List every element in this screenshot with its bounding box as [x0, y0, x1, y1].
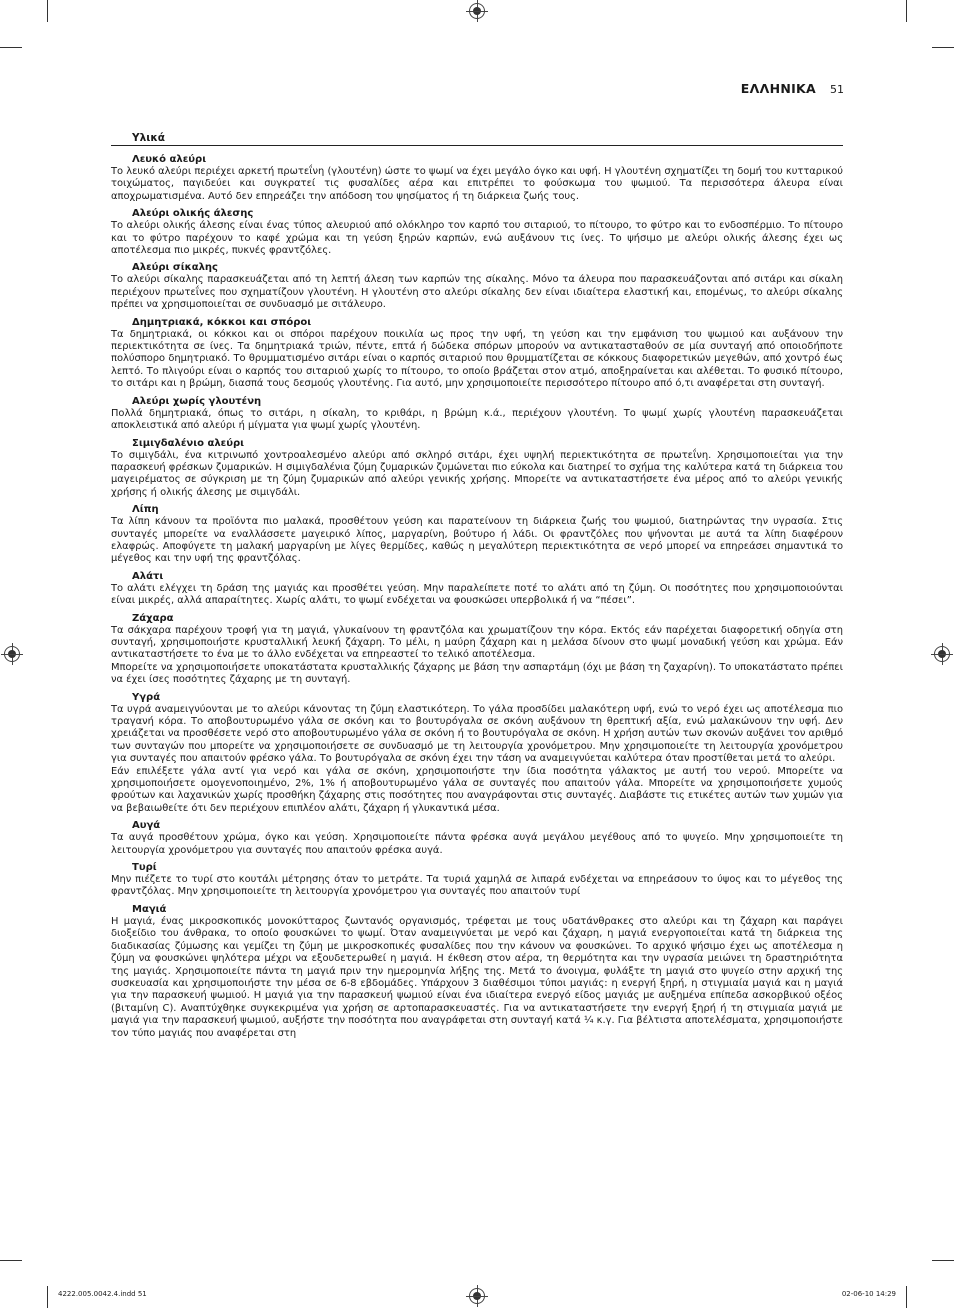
ingredient-title: Υγρά	[132, 691, 161, 703]
ingredient-title: Λίπη	[132, 504, 159, 516]
paragraph: Τα λίπη κάνουν τα προϊόντα πιο μαλακά, προσθέτουν γεύση και παρατείνουν τη διάρκεια ζωής του ψωμιού, διατηρώντας την υγρασία. Στις συνταγές μπορείτε να εναλλάσσετε μαγειρικό λίπος, μαργαρίνη, βούτυρο ή λάδι. Οι φραντζόλες που ψήνονται με αυτά τα λίπη διαφέρουν ελαφρώς. Αποφύγετε τη μαλακή μαργαρίνη με λίγες θερμίδες, καθώς η μεγαλύτερη περιεκτικότητα σε νερό μπορεί να επηρεάσει σημαντικά το μέγεθος και την υφή της φραντζόλας.	[111, 516, 843, 565]
ingredient-title: Ζάχαρα	[132, 612, 174, 624]
ingredient-body	[111, 625, 843, 687]
ingredient-body	[111, 516, 843, 566]
ingredients-list	[111, 153, 843, 1040]
ingredient-section	[111, 153, 843, 203]
document-content	[111, 132, 843, 1040]
crop-mark	[47, 1286, 48, 1308]
ingredient-title: Σιμιγδαλένιο αλεύρι	[132, 437, 245, 449]
ingredient-section	[111, 207, 843, 257]
ingredient-section	[111, 691, 843, 816]
ingredient-section	[111, 612, 843, 687]
ingredient-section	[111, 261, 843, 311]
ingredient-title: Αλεύρι σίκαλης	[132, 262, 218, 274]
ingredient-title: Τυρί	[132, 862, 157, 874]
paragraph: Τα υγρά αναμειγνύονται με το αλεύρι κάνοντας τη ζύμη ελαστικότερη. Το γάλα προσδίδει μαλακότερη υφή, ενώ το νερό έχει ως αποτέλεσμα πιο τραγανή κόρα. Το αποβουτυρωμένο γάλα σε σκόνη και το βουτυρόγαλα σε σκόνη αυξάνουν τη θρεπτική αξία, ενώ μαλακώνουν την υφή. Δεν χρειάζεται να προσθέσετε νερό στο αποβουτυρωμένο γάλα σε σκόνη ή το βουτυρόγαλα σε σκόνη. Η χρήση αυτών των σκονών αυξάνει τον αριθμό των συνταγών που μπορείτε να χρησιμοποιήσετε σε συνδυασμό με τη λειτουργία χρονόμετρου. Μην χρησιμοποιείτε τη λειτουργία χρονόμετρου για συνταγές που απαιτούν φρέσκο γάλα. Το βουτυρόγαλα σε σκόνη έχει την τάση να αναμειγνύεται καλύτερα όταν προστίθεται μετά το αλεύρι.	[111, 703, 843, 765]
ingredient-section	[111, 503, 843, 566]
registration-mark-icon	[469, 3, 485, 19]
ingredient-title: Αλάτι	[132, 570, 164, 582]
registration-mark-icon	[4, 646, 20, 662]
ingredient-section	[111, 903, 843, 1040]
ingredient-body	[111, 220, 843, 257]
crop-mark	[47, 0, 48, 22]
ingredient-title: Αυγά	[132, 820, 161, 832]
section-title: Υλικά	[111, 132, 843, 146]
crop-mark	[932, 1260, 954, 1261]
page-number: 51	[830, 83, 844, 96]
page-header	[741, 81, 844, 96]
ingredient-section	[111, 819, 843, 857]
ingredient-section	[111, 395, 843, 433]
crop-mark	[932, 47, 954, 48]
paragraph: Τα δημητριακά, οι κόκκοι και οι σπόροι παρέχουν ποικιλία ως προς την υφή, τη γεύση και την εμφάνιση του ψωμιού και αυξάνουν την περιεκτικότητα σε ίνες. Τα δημητριακά τριών, πέντε, επτά ή δώδεκα σπόρων μπορούν να αντικατασταθούν σε μία συνταγή από οποιοδήποτε πολύσπορο δημητριακό. Το θρυμματισμένο σιτάρι είναι ο καρπός σιταριού που θρυμματίζεται σε κόκκους διαφορετικών μεγεθών, από χοντρό έως λεπτό. Το πλιγούρι είναι ο καρπός του σιταριού χωρίς το πίτουρο, το οποίο βράζεται στον ατμό, αποξηραίνεται και αλέθεται. Το φυσικό πίτουρο, το σιτάρι και η βρώμη, διασπά τους δεσμούς γλουτένης. Για αυτό, μην χρησιμοποιείτε περισσότερο πίτουρο από ό,τι αναφέρεται στη συνταγή.	[111, 328, 843, 390]
paragraph: Το αλάτι ελέγχει τη δράση της μαγιάς και προσθέτει γεύση. Μην παραλείπετε ποτέ το αλάτι από τη ζύμη. Οι ποσότητες που χρησιμοποιούνται είναι μικρές, αλλά απαραίτητες. Χωρίς αλάτι, το ψωμί ενδέχεται να φουσκώσει υπερβολικά ή να “πέσει”.	[111, 582, 843, 607]
ingredient-body	[111, 166, 843, 203]
ingredient-body	[111, 874, 843, 899]
paragraph: Το σιμιγδάλι, ένα κιτρινωπό χοντροαλεσμένο αλεύρι από σκληρό σιτάρι, έχει υψηλή περιεκτικότητα σε πρωτεΐνη. Χρησιμοποιείται για την παρασκευή φρέσκων ζυμαρικών. Η σιμιγδαλένια ζύμη ζυμαρικών ζυμώνεται πιο εύκολα και διατηρεί το σχήμα της καλύτερα κατά τη διάρκεια του μαγειρέματος σε σύγκριση με τη ζύμη ζυμαρικών από αλεύρι γενικής χρήσης. Μπορείτε να αντικαταστήσετε ένα μέρος από το αλεύρι γενικής χρήσης ή ολικής άλεσης με σιμιγδάλι.	[111, 449, 843, 498]
paragraph: Το λευκό αλεύρι περιέχει αρκετή πρωτεΐνη (γλουτένη) ώστε το ψωμί να έχει μεγάλο όγκο και υφή. Η γλουτένη σχηματίζει τη δομή του κυτταρικού τοιχώματος, παγιδεύει και συγκρατεί τις φυσαλίδες αέρα και επιτρέπει το φούσκωμα του ψωμιού. Τα περισσότερα άλευρα είναι αποχρωματισμένα. Αυτό δεν επηρεάζει την απόδοση του ψησίματος ή τη διάρκεια ζωής τους.	[111, 166, 843, 202]
crop-mark	[906, 1286, 907, 1308]
paragraph: Το αλεύρι σίκαλης παρασκευάζεται από τη λεπτή άλεση των καρπών της σίκαλης. Μόνο τα άλευρα που παρασκευάζονται από σιτάρι και σίκαλη περιέχουν πρωτεΐνες που σχηματίζουν γλουτένη. Η γλουτένη στο αλεύρι σίκαλης δεν είναι ιδιαίτερα ελαστική και, επομένως, το αλεύρι σίκαλης πρέπει να χρησιμοποιείται σε συνδυασμό με σιτάλευρο.	[111, 274, 843, 311]
ingredient-body	[111, 916, 843, 1040]
paragraph: Εάν επιλέξετε γάλα αντί για νερό και γάλα σε σκόνη, χρησιμοποιήστε την ίδια ποσότητα γάλακτος με αυτή του νερού. Μπορείτε να χρησιμοποιήσετε ομογενοποιημένο, 2%, 1% ή αποβουτυρωμένο γάλα σε συνταγές που απαιτούν γάλα. Μπορείτε να χρησιμοποιήσετε χυμούς φρούτων και λαχανικών χωρίς προσθήκη ζάχαρης στις ποσότητες που αναγράφονται στις συνταγές. Διαβάστε τις ετικέτες αυτών των χυμών για να βεβαιωθείτε ότι δεν περιέχουν επιπλέον αλάτι, ζάχαρη ή γλυκαντικά μέσα.	[111, 765, 843, 814]
crop-mark	[906, 0, 907, 22]
ingredient-body	[111, 704, 843, 816]
ingredient-body	[111, 329, 843, 391]
ingredient-body	[111, 583, 843, 608]
crop-mark	[0, 47, 22, 48]
crop-mark	[0, 1260, 22, 1261]
paragraph: Μην πιέζετε το τυρί στο κουτάλι μέτρησης όταν το μετράτε. Τα τυριά χαμηλά σε λιπαρά ενδέχεται να επηρεάσουν το ύψος και το μέγεθος της φραντζόλας. Μην χρησιμοποιείτε τη λειτουργία χρονόμετρου για συνταγές που απαιτούν τυρί	[111, 874, 843, 898]
ingredient-title: Μαγιά	[132, 903, 167, 915]
footer-date: 02-06-10 14:29	[841, 1290, 896, 1298]
language-label: ΕΛΛΗΝΙΚΑ	[740, 81, 817, 96]
ingredient-section	[111, 861, 843, 899]
ingredient-body	[111, 274, 843, 311]
ingredient-section	[111, 570, 843, 608]
ingredient-body	[111, 832, 843, 857]
ingredient-title: Αλεύρι ολικής άλεσης	[132, 208, 254, 220]
ingredient-section	[111, 437, 843, 500]
paragraph: Η μαγιά, ένας μικροσκοπικός μονοκύτταρος ζωντανός οργανισμός, τρέφεται με τους υδατάνθρακες στο αλεύρι και τη ζάχαρη και παράγει διοξείδιο του άνθρακα, το οποίο φουσκώνει το ψωμί. Όταν αναμειγνύεται με νερό και ζάχαρη, η μαγιά ενεργοποιείται κατά τη διάρκεια της διαδικασίας ζύμωσης και γεμίζει τη ζύμη με μικροσκοπικές φυσαλίδες που την κάνουν να φουσκώνει. Το αρχικό ψήσιμο έχει ως αποτέλεσμα η ζύμη να φουσκώνει ψηλότερα μέχρι να εξουδετερωθεί η μαγιά. Η έκθεση στον αέρα, τη θερμότητα και την υγρασία μειώνει τη δραστηριότητα της μαγιάς. Χρησιμοποιείτε πάντα τη μαγιά πριν την ημερομηνία λήξης της. Μετά το άνοιγμα, φυλάξτε τη μαγιά στο ψυγείο στην αρχική της συσκευασία και χρησιμοποιήστε την μέσα σε 6-8 εβδομάδες. Υπάρχουν 3 διαθέσιμοι τύποι μαγιάς: η ενεργή ξηρή, η στιγμιαία μαγιά και η μαγιά για την παρασκευή ψωμιού. Η μαγιά για την παρασκευή ψωμιού είναι ένα ιδιαίτερα ενεργό είδος μαγιάς με αυξημένα επίπεδα ασκορβικού οξέος (βιταμίνη C). Αναπτύχθηκε συγκεκριμένα για χρήση σε αρτοπαρασκευαστές. Για να αντικαταστήσετε την ενεργή ξηρή ή τη στιγμιαία μαγιά με μαγιά για την παρασκευή ψωμιού, αυξήστε την ποσότητα που αναγράφεται στη συνταγή κατά ¼ κ.γ. Για βέλτιστα αποτελέσματα, χρησιμοποιήστε τον τύπο μαγιάς που αναφέρεται στη	[111, 915, 843, 1039]
ingredient-body	[111, 450, 843, 500]
ingredient-section	[111, 316, 843, 391]
footer-file: 4222.005.0042.4.indd 51	[58, 1290, 147, 1298]
paragraph: Τα σάκχαρα παρέχουν τροφή για τη μαγιά, γλυκαίνουν τη φραντζόλα και χρωματίζουν την κόρα. Εκτός εάν παρέχεται διαφορετική οδηγία στη συνταγή, χρησιμοποιήστε κρυσταλλική λευκή ζάχαρη. Το μέλι, η μαύρη ζάχαρη και η μελάσα δίνουν στο ψωμί μοναδική γεύση και χρώμα. Εάν αντικαταστήσετε το ένα με το άλλο ενδέχεται να επηρεαστεί το τελικό αποτέλεσμα.	[111, 624, 843, 661]
paragraph: Τα αυγά προσθέτουν χρώμα, όγκο και γεύση. Χρησιμοποιείτε πάντα φρέσκα αυγά μεγάλου μεγέθους από το ψυγείο. Μην χρησιμοποιείτε τη λειτουργία χρονόμετρου για συνταγές που απαιτούν φρέσκα αυγά.	[111, 832, 843, 856]
paragraph: Πολλά δημητριακά, όπως το σιτάρι, η σίκαλη, το κριθάρι, η βρώμη κ.ά., περιέχουν γλουτένη. Το ψωμί χωρίς γλουτένη παρασκευάζεται αποκλειστικά από αλεύρι ή μίγματα για ψωμί χωρίς γλουτένη.	[111, 407, 843, 432]
ingredient-title: Αλεύρι χωρίς γλουτένη	[132, 395, 262, 407]
paragraph: Το αλεύρι ολικής άλεσης είναι ένας τύπος αλευριού από ολόκληρο τον καρπό του σιταριού, το πίτουρο, το φύτρο και το ενδοσπέρμιο. Το πίτουρο και το φύτρο παρέχουν το καφέ χρώμα και τη γεύση ξηρών καρπών, ενώ αυξάνουν τις ίνες. Το ψήσιμο με αλεύρι ολικής άλεσης έχει ως αποτέλεσμα πιο μικρές, πυκνές φραντζόλες.	[111, 220, 843, 257]
registration-mark-icon	[934, 646, 950, 662]
registration-mark-icon	[469, 1288, 485, 1304]
ingredient-title: Δημητριακά, κόκκοι και σπόροι	[132, 316, 312, 328]
ingredient-body	[111, 408, 843, 433]
ingredient-title: Λευκό αλεύρι	[132, 154, 207, 165]
paragraph: Μπορείτε να χρησιμοποιήσετε υποκατάστατα κρυσταλλικής ζάχαρης με βάση την ασπαρτάμη (όχι με βάση τη ζαχαρίνη). Το υποκατάστατο πρέπει να έχει ίσες ποσότητες ζάχαρης με τη συνταγή.	[111, 661, 843, 686]
